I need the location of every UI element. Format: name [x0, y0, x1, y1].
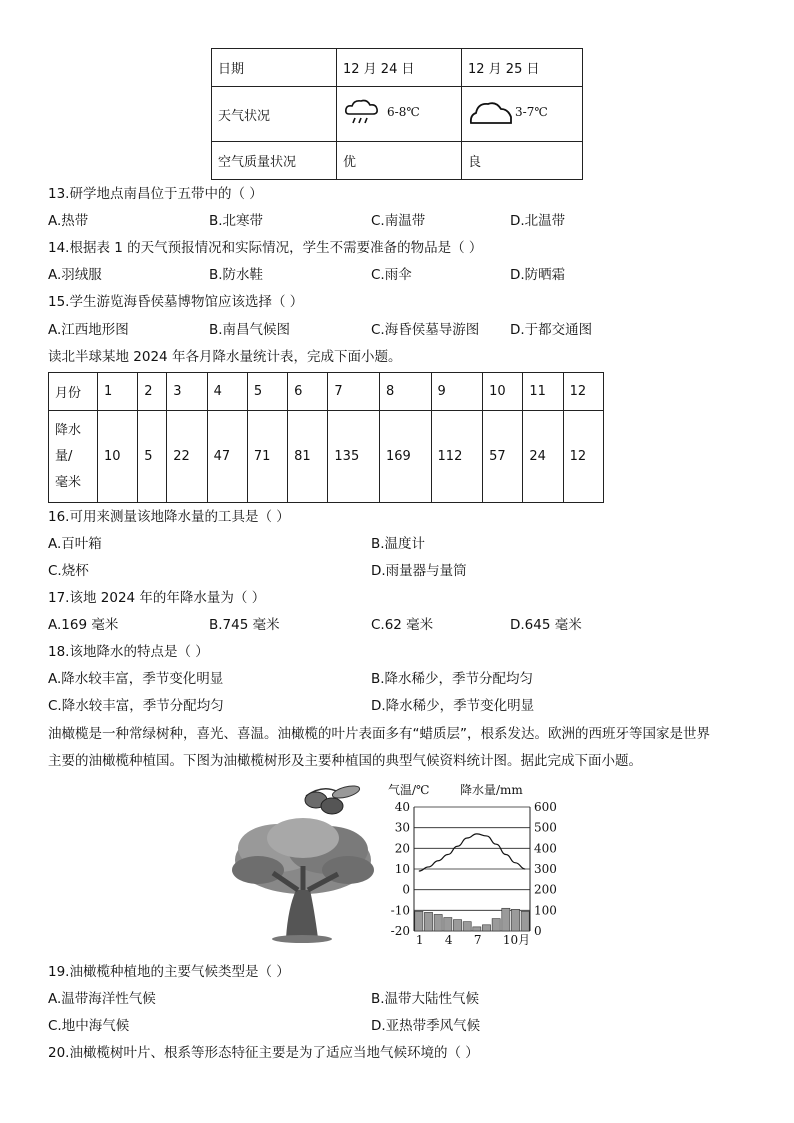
table-header-cell: 月份: [49, 373, 98, 411]
table-cell: 2: [138, 373, 167, 411]
option[interactable]: D.降水稀少，季节变化明显: [371, 698, 535, 714]
x-tick: 7: [473, 933, 482, 947]
table-cell: 81: [288, 411, 328, 503]
x-tick: 1: [415, 933, 424, 947]
option[interactable]: D.于都交通图: [510, 322, 593, 338]
table-cell: 空气质量状况: [212, 142, 337, 180]
y-tick-left: 30: [394, 820, 410, 835]
option[interactable]: C.雨伞: [371, 267, 412, 283]
question-16: 16.可用来测量该地降水量的工具是（ ）: [48, 509, 290, 525]
precip-bar: [492, 919, 500, 931]
table-cell: 3: [167, 373, 207, 411]
table-cell: 135: [328, 411, 380, 503]
rain-cloud-icon: [343, 97, 383, 127]
y-tick-right: 300: [534, 862, 557, 876]
y-axis-label-left: 气温/℃: [388, 783, 430, 797]
question-18: 18.该地降水的特点是（ ）: [48, 644, 209, 660]
table-cell: 1: [98, 373, 138, 411]
table-cell: 71: [247, 411, 287, 503]
question-17: 17.该地 2024 年的年降水量为（ ）: [48, 590, 266, 606]
table-cell: 10: [483, 373, 523, 411]
option[interactable]: A.热带: [48, 213, 89, 229]
temperature-line: [419, 834, 525, 871]
olive-tree-icon: [232, 818, 374, 943]
table-cell: 22: [167, 411, 207, 503]
question-14: 14.根据表 1 的天气预报情况和实际情况，学生不需要准备的物品是（ ）: [48, 240, 483, 256]
option[interactable]: A.169 毫米: [48, 617, 119, 633]
table-cell: 11: [523, 373, 563, 411]
option[interactable]: D.北温带: [510, 213, 566, 229]
olive-fruit-icon: [305, 784, 361, 814]
option[interactable]: B.南昌气候图: [209, 322, 291, 338]
y-tick-right: 100: [534, 903, 557, 918]
option[interactable]: C.海昏侯墓导游图: [371, 322, 480, 338]
precip-bar: [521, 911, 529, 931]
y-axis-label-right: 降水量/mm: [460, 783, 523, 797]
question-13: 13.研学地点南昌位于五带中的（ ）: [48, 186, 263, 202]
y-tick-left: -20: [390, 924, 410, 938]
question-19: 19.油橄榄种植地的主要气候类型是（ ）: [48, 964, 290, 980]
y-tick-right: 0: [534, 924, 542, 938]
option[interactable]: B.温度计: [371, 536, 426, 552]
table-cell: 112: [431, 411, 483, 503]
table-cell: 169: [379, 411, 431, 503]
question-20: 20.油橄榄树叶片、根系等形态特征主要是为了适应当地气候环境的（ ）: [48, 1045, 479, 1061]
precipitation-table: [48, 372, 604, 503]
option[interactable]: A.百叶箱: [48, 536, 102, 552]
weather-table: [211, 48, 583, 180]
precip-bar: [463, 922, 471, 931]
table-cell: 5: [247, 373, 287, 411]
precip-bar: [434, 914, 442, 931]
y-tick-left: 40: [394, 800, 410, 814]
y-tick-right: 600: [534, 800, 557, 814]
y-tick-left: -10: [390, 903, 410, 918]
table-cell: 良: [462, 142, 583, 180]
option[interactable]: B.北寒带: [209, 213, 264, 229]
precip-bar: [511, 909, 519, 931]
row-label-line: 量/: [55, 448, 73, 464]
precip-bar: [453, 920, 461, 931]
x-tick: 4: [444, 933, 453, 947]
question-15: 15.学生游览海昏侯墓博物馆应该选择（ ）: [48, 294, 304, 310]
y-tick-right: 500: [534, 820, 557, 835]
climate-chart: [378, 780, 568, 950]
precip-bar: [424, 912, 432, 931]
olive-tree-illustration: [228, 778, 378, 946]
option[interactable]: C.62 毫米: [371, 617, 434, 633]
table-cell: 57: [483, 411, 523, 503]
option[interactable]: C.降水较丰富，季节分配均匀: [48, 698, 224, 714]
option[interactable]: B.防水鞋: [209, 267, 264, 283]
option[interactable]: D.645 毫米: [510, 617, 582, 633]
option[interactable]: D.亚热带季风气候: [371, 1018, 481, 1034]
row-label-line: 降水: [55, 422, 82, 438]
precip-bar: [444, 918, 452, 931]
table-cell: 7: [328, 373, 380, 411]
option[interactable]: A.江西地形图: [48, 322, 129, 338]
table-cell: 6: [288, 373, 328, 411]
table-cell: 日期: [212, 49, 337, 87]
row-label-line: 毫米: [55, 474, 82, 490]
temperature-text: 3-7℃: [515, 105, 548, 119]
table-cell: 12: [563, 411, 603, 503]
table-cell: 4: [207, 373, 247, 411]
table-cell: [337, 87, 462, 142]
option[interactable]: C.南温带: [371, 213, 426, 229]
option[interactable]: D.雨量器与量筒: [371, 563, 467, 579]
intro-text: 油橄榄是一种常绿树种，喜光、喜温。油橄榄的叶片表面多有“蜡质层”，根系发达。欧洲的西班牙等国家是世界: [48, 726, 710, 742]
table-cell: 12 月 25 日: [462, 49, 583, 87]
option[interactable]: B.745 毫米: [209, 617, 280, 633]
option[interactable]: C.烧杯: [48, 563, 89, 579]
table-cell: 5: [138, 411, 167, 503]
precip-bar: [473, 927, 481, 931]
table-cell: 天气状况: [212, 87, 337, 142]
intro-text: 读北半球某地 2024 年各月降水量统计表，完成下面小题。: [48, 349, 402, 365]
table-cell: 10: [98, 411, 138, 503]
option[interactable]: B.降水稀少，季节分配均匀: [371, 671, 534, 687]
table-cell: [462, 87, 583, 142]
y-tick-left: 10: [394, 862, 410, 876]
precip-bar: [502, 908, 510, 931]
table-cell: 47: [207, 411, 247, 503]
table-cell: 24: [523, 411, 563, 503]
precip-bar: [415, 911, 423, 931]
option[interactable]: A.温带海洋性气候: [48, 991, 156, 1007]
y-tick-right: 200: [534, 882, 557, 897]
option[interactable]: A.羽绒服: [48, 267, 102, 283]
option[interactable]: C.地中海气候: [48, 1018, 130, 1034]
option[interactable]: D.防晒霜: [510, 267, 566, 283]
table-header-cell: [49, 411, 98, 503]
table-cell: 9: [431, 373, 483, 411]
y-tick-left: 0: [402, 882, 410, 897]
precip-bar: [482, 925, 490, 931]
option[interactable]: B.温带大陆性气候: [371, 991, 480, 1007]
table-cell: 优: [337, 142, 462, 180]
option[interactable]: A.降水较丰富，季节变化明显: [48, 671, 224, 687]
intro-text: 主要的油橄榄种植国。下图为油橄榄树形及主要种植国的典型气候资料统计图。据此完成下面小题。: [48, 753, 642, 769]
table-cell: 8: [379, 373, 431, 411]
y-tick-left: 20: [394, 841, 410, 856]
table-cell: 12: [563, 373, 603, 411]
temperature-text: 6-8℃: [387, 105, 420, 119]
x-tick: 10月: [502, 933, 531, 947]
table-cell: 12 月 24 日: [337, 49, 462, 87]
cloud-icon: [468, 97, 514, 127]
y-tick-right: 400: [534, 841, 557, 856]
